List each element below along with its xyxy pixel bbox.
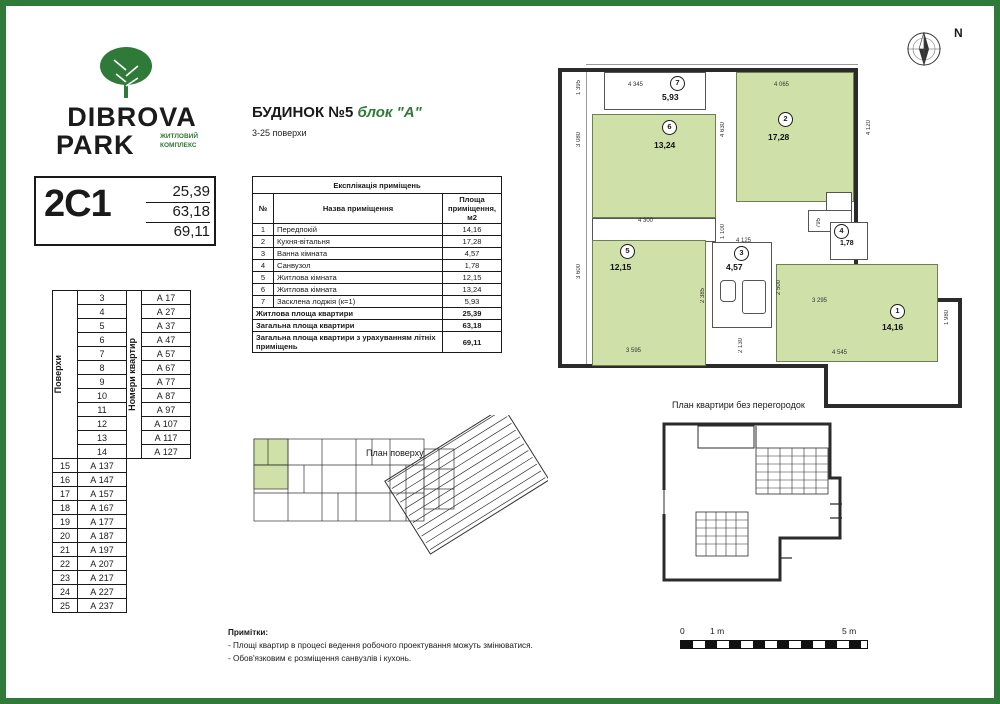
spec-num: 2 <box>253 236 274 248</box>
apartment-number: А 127 <box>142 445 191 459</box>
area-divider-2 <box>146 222 210 223</box>
bubble-1: 1 <box>890 304 905 319</box>
room-5 <box>592 240 706 366</box>
dim-4630: 4 630 <box>720 122 726 138</box>
scale-label-five: 5 m <box>842 626 857 636</box>
floor-number: 6 <box>78 333 127 347</box>
floor-number: 12 <box>78 417 127 431</box>
dim-3080: 3 080 <box>576 132 582 148</box>
apartment-number: А 17 <box>142 291 191 305</box>
wall-lower-bottom <box>824 404 962 408</box>
dim-795: 795 <box>816 218 822 229</box>
label-room2-area: 17,28 <box>768 132 790 142</box>
area-divider-1 <box>146 202 210 203</box>
dim-4300: 4 300 <box>638 218 654 224</box>
compass-north-label: N <box>954 26 963 40</box>
spec-row <box>253 248 502 260</box>
label-room5-area: 12,15 <box>610 262 632 272</box>
floor-number: 7 <box>78 347 127 361</box>
floors-row <box>53 557 191 571</box>
spec-name: Житлова кімната <box>274 272 443 284</box>
spec-area: 1,78 <box>443 260 502 272</box>
building-label: БУДИНОК №5 <box>252 104 354 121</box>
label-room1-area: 14,16 <box>882 322 904 332</box>
hall-segment <box>592 218 716 242</box>
dim-4125: 4 125 <box>736 238 752 244</box>
floor-plan-label: План поверху <box>366 448 424 458</box>
logo-sub-line2: КОМПЛЕКС <box>160 142 197 149</box>
floor-number: 3 <box>78 291 127 305</box>
spec-total-row <box>253 332 502 353</box>
dim-top-2: 4 065 <box>774 82 790 88</box>
room-2 <box>736 72 854 202</box>
label-room4-area: 1,78 <box>840 240 854 247</box>
spec-caption: Експлікація приміщень <box>253 177 502 194</box>
floors-row <box>53 473 191 487</box>
apt-col-header: Номери квартир <box>127 291 142 459</box>
dim-1100: 1 100 <box>720 224 726 240</box>
floor-number: 9 <box>78 375 127 389</box>
spec-name: Засклена лоджія (к=1) <box>274 296 443 308</box>
page-title <box>252 104 422 121</box>
scale-label-zero: 0 <box>680 626 685 636</box>
spec-num: 7 <box>253 296 274 308</box>
apartment-number: А 77 <box>142 375 191 389</box>
floor-number: 25 <box>53 599 78 613</box>
bubble-6: 6 <box>662 120 677 135</box>
apartment-number: А 207 <box>78 557 127 571</box>
logo-brand-line1: DIBROVA <box>67 102 197 132</box>
apartment-number: А 97 <box>142 403 191 417</box>
dim-3595: 3 595 <box>626 348 642 354</box>
label-room6-area: 13,24 <box>654 140 676 150</box>
dim-top-1: 4 345 <box>628 82 644 88</box>
dim-1980: 1 980 <box>944 310 950 326</box>
no-partitions-label: План квартири без перегородок <box>672 400 805 410</box>
spec-name: Санвузол <box>274 260 443 272</box>
apartment-code: 2С1 <box>44 183 111 225</box>
apartment-number: А 167 <box>78 501 127 515</box>
spec-total-area: 63,18 <box>443 320 502 332</box>
floors-row <box>53 487 191 501</box>
apartment-number: А 197 <box>78 543 127 557</box>
bubble-3: 3 <box>734 246 749 261</box>
floor-number: 18 <box>53 501 78 515</box>
room-6 <box>592 114 716 218</box>
floors-row <box>53 515 191 529</box>
apartment-number: А 37 <box>142 319 191 333</box>
label-loggia-area: 5,93 <box>662 92 679 102</box>
toilet-icon <box>720 280 736 302</box>
total-area-value: 63,18 <box>172 203 210 220</box>
floors-row <box>53 571 191 585</box>
dim-2500: 2 500 <box>776 280 782 296</box>
apartment-number: А 87 <box>142 389 191 403</box>
notes-line-1: - Площі квартир в процесі ведення робочого проектування можуть змінюватися. <box>228 641 533 650</box>
logo-brand-line2: PARK <box>56 130 135 160</box>
spec-row <box>253 272 502 284</box>
floor-number: 16 <box>53 473 78 487</box>
spec-name: Житлова кімната <box>274 284 443 296</box>
spec-header-name: Назва приміщення <box>274 194 443 224</box>
logo <box>42 44 222 164</box>
dim-guide-top <box>586 64 858 65</box>
spec-total-row <box>253 308 502 320</box>
floors-row <box>53 291 191 305</box>
apartment-number: А 137 <box>78 459 127 473</box>
dim-4120: 4 120 <box>866 120 872 136</box>
floors-row <box>53 501 191 515</box>
floors-row <box>53 599 191 613</box>
floor-number: 17 <box>53 487 78 501</box>
spec-num: 3 <box>253 248 274 260</box>
apartment-number: А 147 <box>78 473 127 487</box>
spec-row <box>253 260 502 272</box>
kitchen-stove-icon <box>826 192 852 212</box>
floor-number: 5 <box>78 319 127 333</box>
dim-2130: 2 130 <box>738 338 744 354</box>
floor-number: 20 <box>53 529 78 543</box>
wall-lower-mid <box>824 364 828 408</box>
spec-area: 4,57 <box>443 248 502 260</box>
apartment-number: А 57 <box>142 347 191 361</box>
apartment-number: А 177 <box>78 515 127 529</box>
spec-name: Ванна кімната <box>274 248 443 260</box>
total-with-summer-value: 69,11 <box>173 223 210 240</box>
spec-total-name: Житлова площа квартири <box>253 308 443 320</box>
apartment-number: А 227 <box>78 585 127 599</box>
dim-2385: 2 385 <box>700 288 706 304</box>
spec-row <box>253 284 502 296</box>
spec-row <box>253 224 502 236</box>
floors-row <box>53 543 191 557</box>
floor-number: 11 <box>78 403 127 417</box>
plan-without-partitions <box>660 418 890 588</box>
spec-total-row <box>253 320 502 332</box>
floor-number: 4 <box>78 305 127 319</box>
scale-bar-graphic <box>680 640 868 649</box>
living-area-value: 25,39 <box>172 183 210 200</box>
floors-row <box>53 585 191 599</box>
spec-total-area: 69,11 <box>443 332 502 353</box>
spec-num: 4 <box>253 260 274 272</box>
spec-total-area: 25,39 <box>443 308 502 320</box>
bubble-7: 7 <box>670 76 685 91</box>
floor-number: 23 <box>53 571 78 585</box>
apartment-number: А 107 <box>142 417 191 431</box>
dim-1395: 1 395 <box>576 80 582 96</box>
spec-area: 14,16 <box>443 224 502 236</box>
floor-number: 15 <box>53 459 78 473</box>
floor-number: 19 <box>53 515 78 529</box>
apartment-number: А 117 <box>142 431 191 445</box>
wall-far-right <box>958 298 962 408</box>
premises-specification-table <box>252 176 502 353</box>
apartment-number: А 27 <box>142 305 191 319</box>
spec-name: Кухня-вітальня <box>274 236 443 248</box>
floor-number: 14 <box>78 445 127 459</box>
notes-title: Примітки: <box>228 628 269 637</box>
scale-label-one: 1 m <box>710 626 725 636</box>
floors-row <box>53 459 191 473</box>
floor-number: 10 <box>78 389 127 403</box>
spec-total-name: Загальна площа квартири з урахуванням літніх приміщень <box>253 332 443 353</box>
floor-plan-thumbnail <box>248 415 548 555</box>
block-label: блок "А" <box>357 104 422 121</box>
apartment-number: А 67 <box>142 361 191 375</box>
spec-header-area: Площа приміщення, м2 <box>443 194 502 224</box>
floors-table <box>52 290 191 613</box>
spec-name: Передпокій <box>274 224 443 236</box>
apartment-number: А 47 <box>142 333 191 347</box>
dim-4545: 4 545 <box>832 350 848 356</box>
floor-number: 22 <box>53 557 78 571</box>
bubble-4: 4 <box>834 224 849 239</box>
apartment-number: А 157 <box>78 487 127 501</box>
floors-range-label: 3-25 поверхи <box>252 128 307 138</box>
spec-area: 17,28 <box>443 236 502 248</box>
floor-number: 24 <box>53 585 78 599</box>
dim-3600: 3 600 <box>576 264 582 280</box>
spec-row <box>253 236 502 248</box>
spec-num: 6 <box>253 284 274 296</box>
bathtub-icon <box>742 280 766 314</box>
apartment-number: А 187 <box>78 529 127 543</box>
wall-left <box>558 68 562 368</box>
spec-area: 13,24 <box>443 284 502 296</box>
apartment-plan <box>540 58 960 388</box>
dim-guide-left <box>586 72 587 364</box>
spec-num: 5 <box>253 272 274 284</box>
bubble-5: 5 <box>620 244 635 259</box>
floors-col-header: Поверхи <box>53 291 78 459</box>
label-room3-area: 4,57 <box>726 262 743 272</box>
dim-3295: 3 295 <box>812 298 828 304</box>
spec-area: 12,15 <box>443 272 502 284</box>
floor-number: 8 <box>78 361 127 375</box>
spec-area: 5,93 <box>443 296 502 308</box>
spec-header-num: № <box>253 194 274 224</box>
spec-total-name: Загальна площа квартири <box>253 320 443 332</box>
room-loggia <box>604 72 706 110</box>
notes-block <box>228 626 648 665</box>
floors-row <box>53 529 191 543</box>
logo-sub-line1: ЖИТЛОВИЙ <box>160 133 199 140</box>
apartment-number: А 217 <box>78 571 127 585</box>
floor-number: 21 <box>53 543 78 557</box>
spec-row <box>253 296 502 308</box>
bubble-2: 2 <box>778 112 793 127</box>
apartment-area-box <box>34 176 216 246</box>
apartment-number: А 237 <box>78 599 127 613</box>
spec-num: 1 <box>253 224 274 236</box>
room-1-hall <box>776 264 938 362</box>
notes-line-2: - Обов'язковим є розміщення санвузлів і кухонь. <box>228 654 412 663</box>
tree-icon <box>94 44 158 100</box>
floor-number: 13 <box>78 431 127 445</box>
